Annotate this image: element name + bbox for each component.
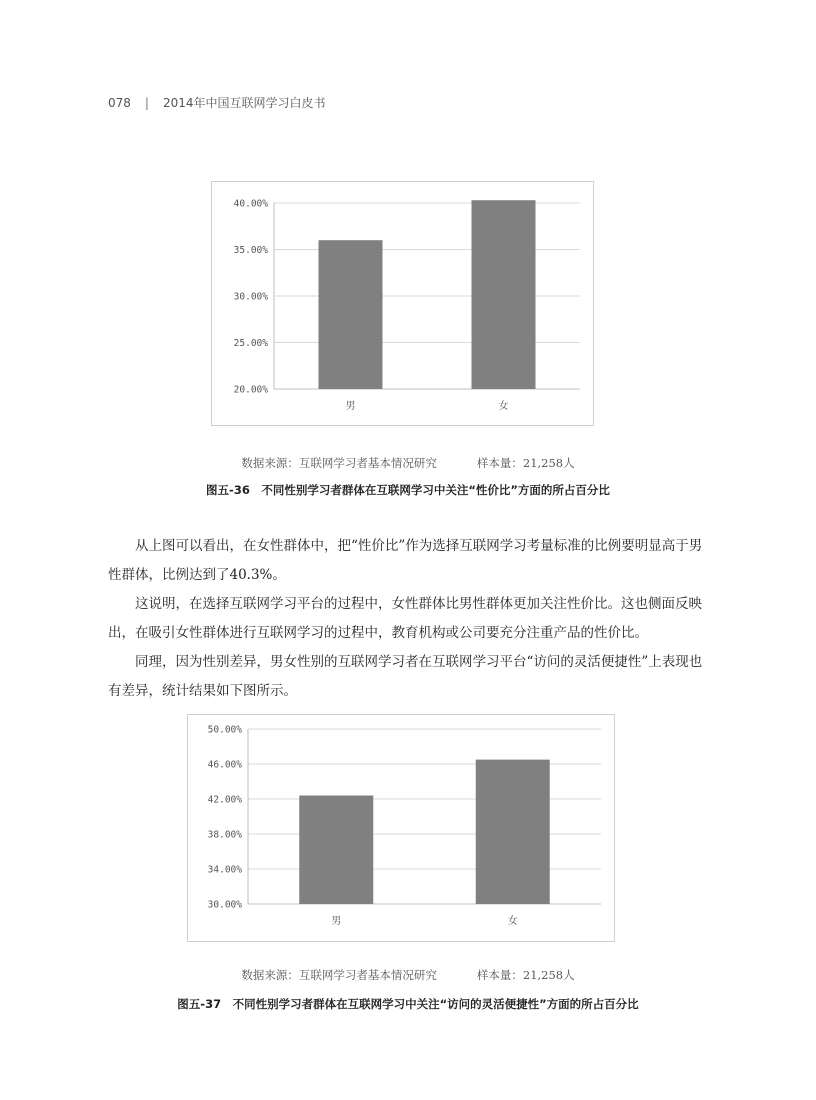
y-tick-label: 30.00% [207,899,242,911]
chart-box-2 [187,714,615,942]
x-category-label: 男 [345,401,356,412]
bar [319,240,383,389]
bar-chart-price-value [212,182,593,425]
page-number: 078 [108,95,131,110]
source-text: 数据来源：互联网学习者基本情况研究 [241,456,437,470]
chart-box-1 [211,181,594,426]
y-tick-label: 34.00% [207,864,242,876]
bar-chart-access-flexibility [188,715,614,941]
sample-size-text: 样本量：21,258人 [476,456,575,470]
page-header [108,94,326,111]
paragraph-2: 这说明，在选择互联网学习平台的过程中，女性群体比男性群体更加关注性价比。这也侧面反映出，在吸引女性群体进行互联网学习的过程中，教育机构或公司要充分注重产品的性价比。 [108,596,702,641]
sample-size-text: 样本量：21,258人 [476,968,575,982]
y-tick-label: 25.00% [233,338,268,349]
y-tick-label: 42.00% [207,794,242,806]
y-tick-label: 46.00% [207,759,242,771]
figure-1-caption: 图五-36 不同性别学习者群体在互联网学习中关注“性价比”方面的所占百分比 [206,483,610,497]
y-tick-label: 40.00% [233,198,268,210]
paragraph-3: 同理，因为性别差异，男女性别的互联网学习者在互联网学习平台“访问的灵活便捷性”上表现也有差异，统计结果如下图所示。 [108,654,703,699]
bar [476,760,550,904]
y-tick-label: 35.00% [233,245,268,256]
bar [299,796,373,905]
figure-2-caption: 图五-37 不同性别学习者群体在互联网学习中关注“访问的灵活便捷性”方面的所占百分比 [177,997,639,1011]
source-text: 数据来源：互联网学习者基本情况研究 [241,968,437,982]
book-title: 2014年中国互联网学习白皮书 [162,96,326,110]
paragraph-1: 从上图可以看出，在女性群体中，把“性价比”作为选择互联网学习考量标准的比例要明显高于男性群体，比例达到了40.3%。 [108,538,703,583]
y-tick-label: 20.00% [233,384,268,396]
x-category-label: 女 [498,401,509,412]
header-separator: | [144,95,149,110]
x-category-label: 男 [331,916,342,927]
y-tick-label: 38.00% [207,829,242,841]
x-category-label: 女 [507,916,518,927]
figure-2-source [0,967,816,983]
y-tick-label: 30.00% [233,291,268,303]
bar [472,200,536,389]
figure-1-source [0,455,816,471]
y-tick-label: 50.00% [207,724,242,736]
